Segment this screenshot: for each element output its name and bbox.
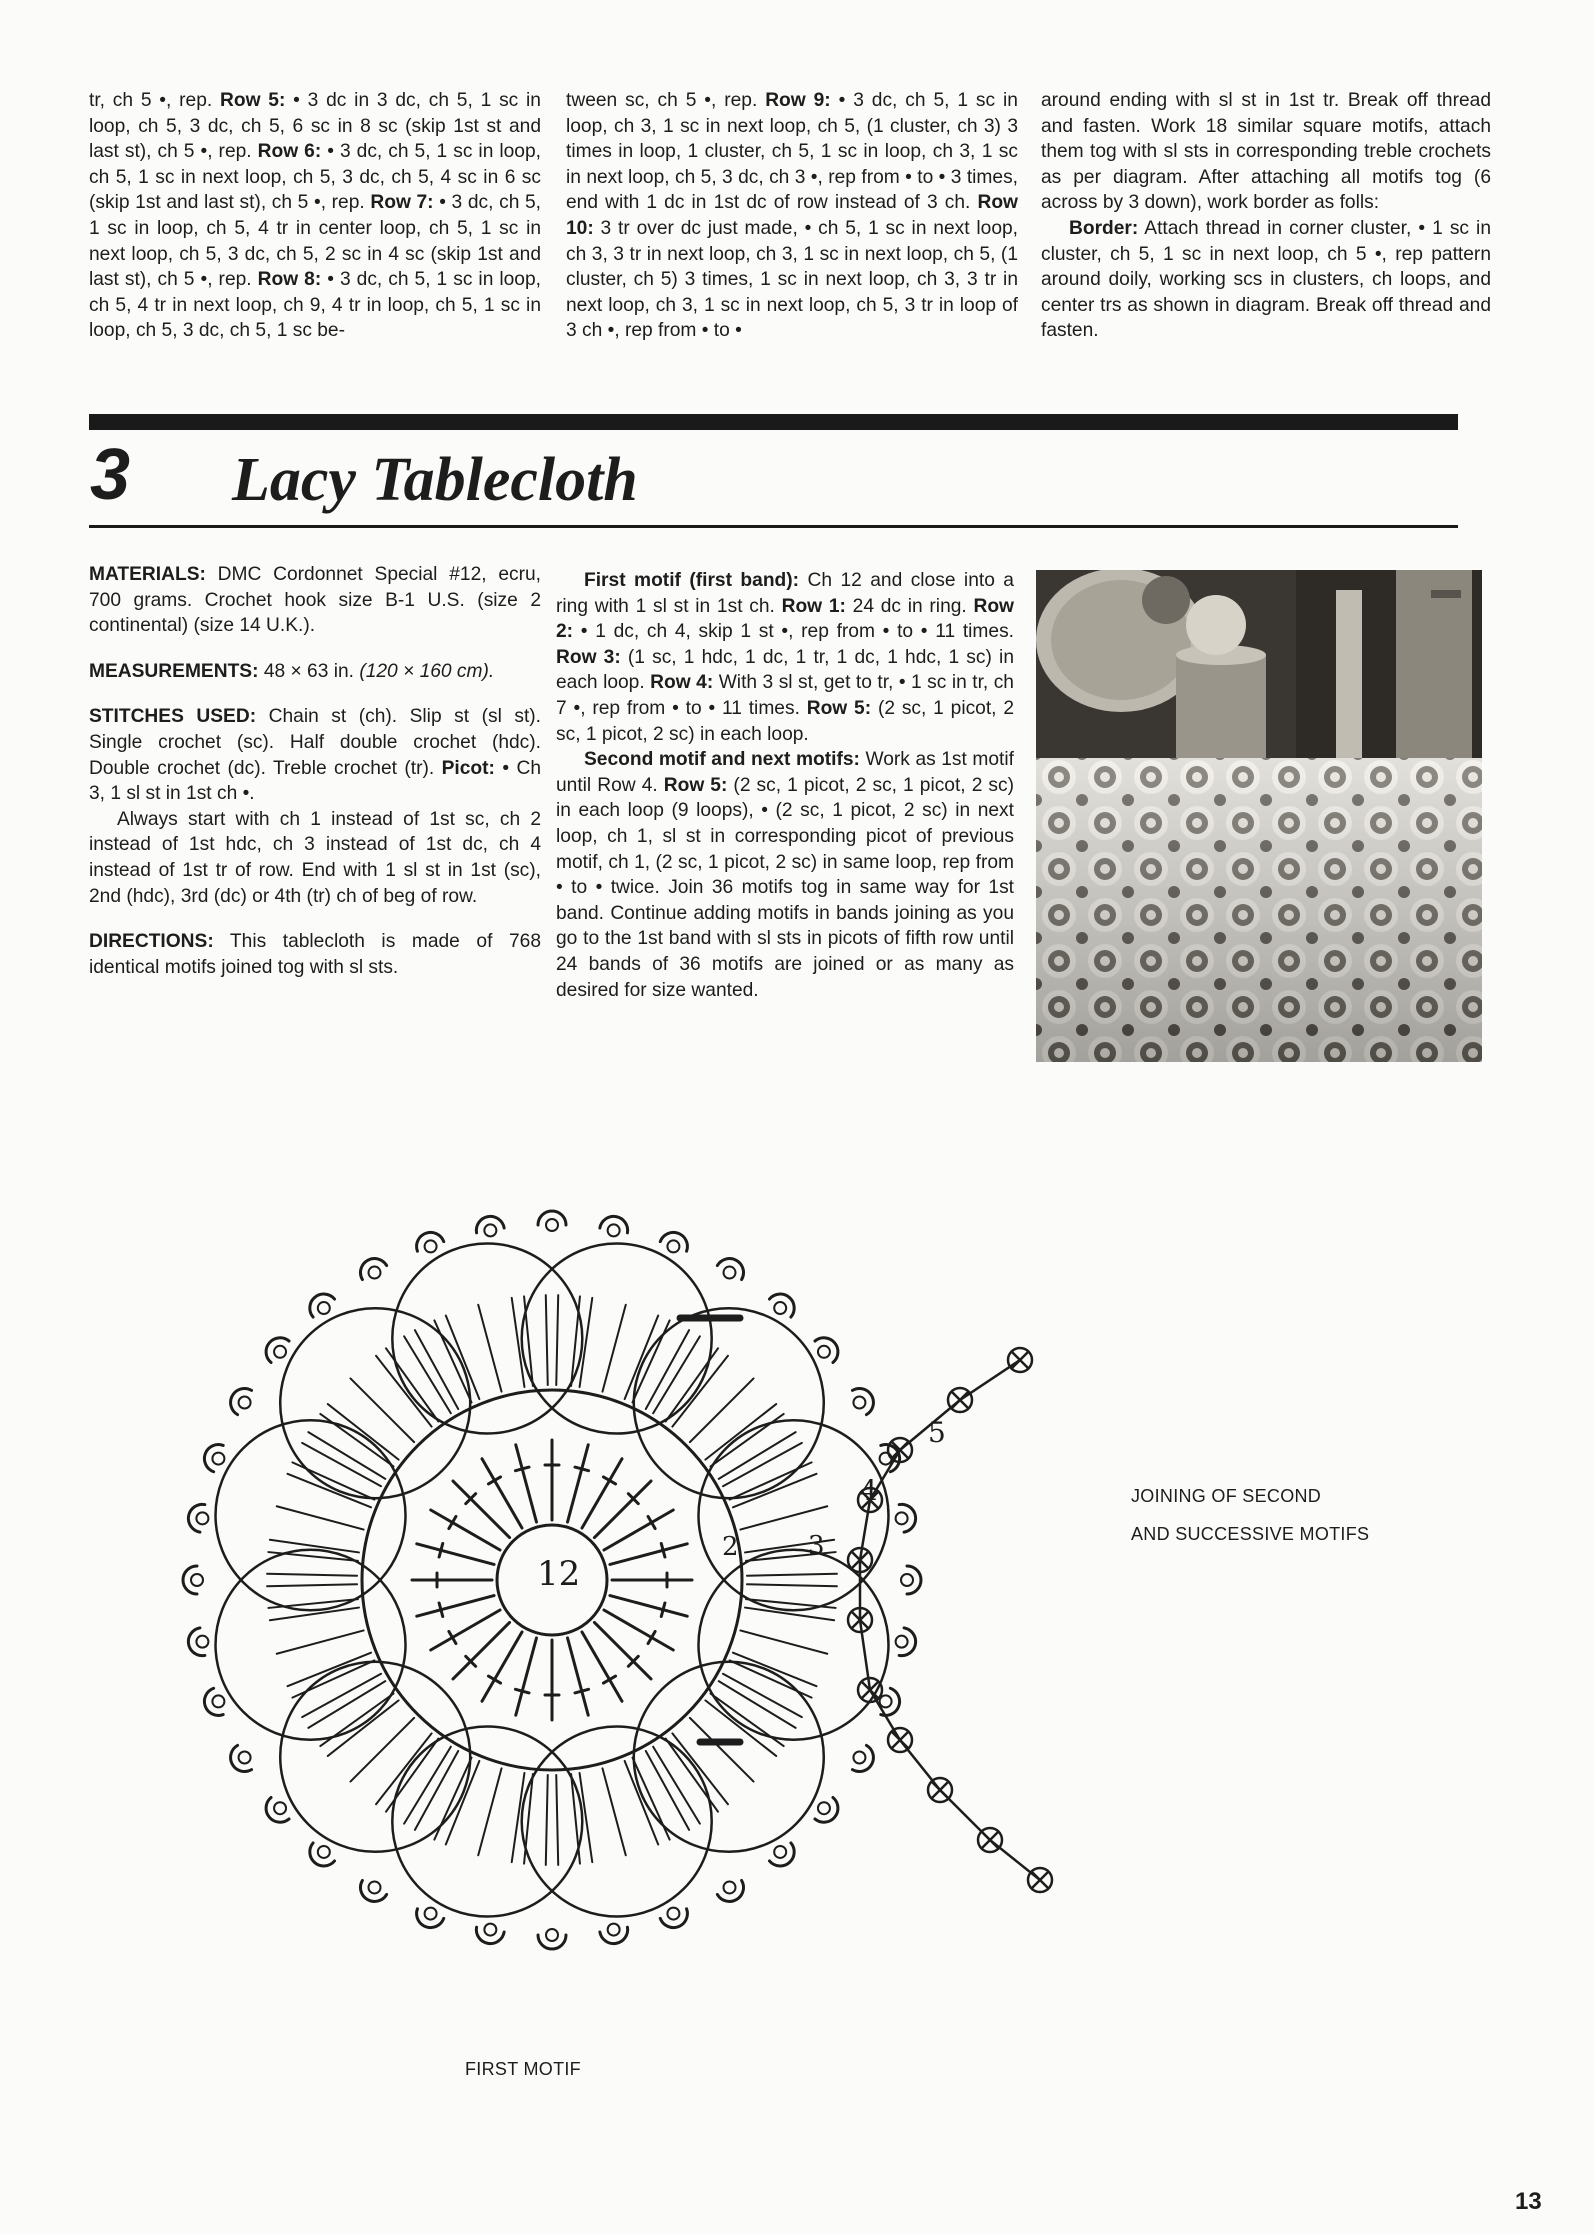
tablecloth-photo (1036, 570, 1482, 1062)
second-motif-paragraph: Second motif and next motifs: Work as 1st motif until Row 4. Row 5: (2 sc, 1 picot, 2 sc, 1 picot, 2 sc) in each loop (9 loops), • (2 sc, 1 picot, 2 sc) in next loop, ch 1, sl st in corresponding picot of previous motif, ch 1, (2 sc, 1 picot, 2 sc) in same loop, rep from • to • twice. Join 36 motifs tog in same way for 1st band. Continue adding motifs in bands joining as you go to the 1st band with sl sts in picots of fifth row until 24 bands of 36 motifs are joined or as many as desired for size wanted. (556, 749, 1014, 1001)
continued-text-column-3 (1041, 88, 1491, 344)
materials-column (89, 562, 541, 1000)
continued-text-column-1: tr, ch 5 •, rep. Row 5: • 3 dc in 3 dc, ch 5, 1 sc in loop, ch 5, 3 dc, ch 5, 6 sc in 8 sc (skip 1st st and last st), ch 5 •, rep. Row 6: • 3 dc, ch 5, 1 sc in loop, ch 5, 1 sc in next loop, ch 5, 3 dc, ch 5, 4 sc in 6 sc (skip 1st and last st), ch 5 •, rep. Row 7: • 3 dc, ch 5, 1 sc in loop, ch 5, 4 tr in center loop, ch 5, 1 sc in next loop, ch 5, 3 dc, ch 5, 2 sc in 4 sc (skip 1st and last st), ch 5 •, rep. Row 8: • 3 dc, ch 5, 1 sc in loop, ch 5, 4 tr in next loop, ch 9, 4 tr in loop, ch 5, 1 sc in loop, ch 5, 3 dc, ch 5, 1 sc be- (89, 90, 541, 342)
directions-paragraph: DIRECTIONS: This tablecloth is made of 768 identical motifs joined tog with sl sts. (89, 931, 541, 978)
section-rule-thick (89, 414, 1458, 430)
crochet-diagram (140, 1150, 1340, 2050)
section-title: Lacy Tablecloth (232, 446, 638, 514)
continued-text-column-2: tween sc, ch 5 •, rep. Row 9: • 3 dc, ch 5, 1 sc in loop, ch 3, 1 sc in next loop, ch 5, (1 cluster, ch 3) 3 times in loop, 1 cluster, ch 5, 1 sc in loop, ch 3, 1 sc in next loop, ch 5, 3 dc, ch 3 •, rep from • to • 3 times, end with 1 dc in 1st dc of row instead of 3 ch. Row 10: 3 tr over dc just made, • ch 5, 1 sc in next loop, ch 3, 3 tr in next loop, ch 3, 1 sc in next loop, ch 5, (1 cluster, ch 5) 3 times, 1 sc in next loop, ch 3, 3 tr in next loop, ch 3, 1 sc in next loop, ch 5, 3 tr in loop of 3 ch •, rep from • to • (566, 90, 1018, 342)
row5-label: 5 (928, 1416, 946, 1449)
page-number: 13 (1515, 2188, 1542, 2215)
border-paragraph: Border: Attach thread in corner cluster, • 1 sc in cluster, ch 5, 1 sc in next loop, ch 5 •, rep pattern around doily, working scs in clusters, ch loops, and center trs as shown in diagram. Break off thread and fasten. (1041, 217, 1491, 342)
joining-caption: JOINING OF SECOND AND SUCCESSIVE MOTIFS (1131, 1486, 1370, 1544)
materials-paragraph: MATERIALS: DMC Cordonnet Special #12, ecru, 700 grams. Crochet hook size B-1 U.S. (size 2 continental) (size 14 U.K.). (89, 564, 541, 637)
first-motif-caption: FIRST MOTIF (465, 2059, 581, 2079)
border-label: Border: (1069, 217, 1139, 239)
row4-label: 4 (860, 1474, 878, 1507)
row2-label: 2 (722, 1532, 739, 1562)
row3-label: 3 (808, 1531, 825, 1561)
center-ring-label: 12 (537, 1554, 581, 1594)
section-rule-thin (89, 525, 1458, 528)
motif-instructions-column (556, 568, 1014, 1003)
measurements-paragraph: MEASUREMENTS: 48 × 63 in. (120 × 160 cm). (89, 660, 495, 682)
finishing-paragraph: around ending with sl st in 1st tr. Break off thread and fasten. Work 18 similar square motifs, attach them tog with sl sts in corresponding treble crochets as per diagram. After attaching all motifs tog (6 across by 3 down), work border as folls: (1041, 90, 1491, 214)
first-motif-paragraph: First motif (first band): Ch 12 and close into a ring with 1 sl st in 1st ch. Row 1: 24 dc in ring. Row 2: • 1 dc, ch 4, skip 1 st •, rep from • to • 11 times. Row 3: (1 sc, 1 hdc, 1 dc, 1 tr, 1 dc, 1 hdc, 1 sc) in each loop. Row 4: With 3 sl st, get to tr, • 1 sc in tr, ch 7 •, rep from • to • 11 times. Row 5: (2 sc, 1 picot, 2 sc, 1 picot, 2 sc) in each loop. (556, 570, 1014, 745)
stitches-note: Always start with ch 1 instead of 1st sc, ch 2 instead of 1st hdc, ch 3 instead of 1st dc, ch 4 instead of 1st tr of row. End with 1 sl st in 1st (sc), 2nd (hdc), 3rd (dc) or 4th (tr) ch of beg of row. (89, 808, 541, 907)
stitches-paragraph: STITCHES USED: Chain st (ch). Slip st (sl st). Single crochet (sc). Half double crochet (hdc). Double crochet (dc). Treble crochet (tr). Picot: • Ch 3, 1 sl st in 1st ch •. (89, 706, 541, 805)
section-number: 3 (90, 435, 131, 515)
